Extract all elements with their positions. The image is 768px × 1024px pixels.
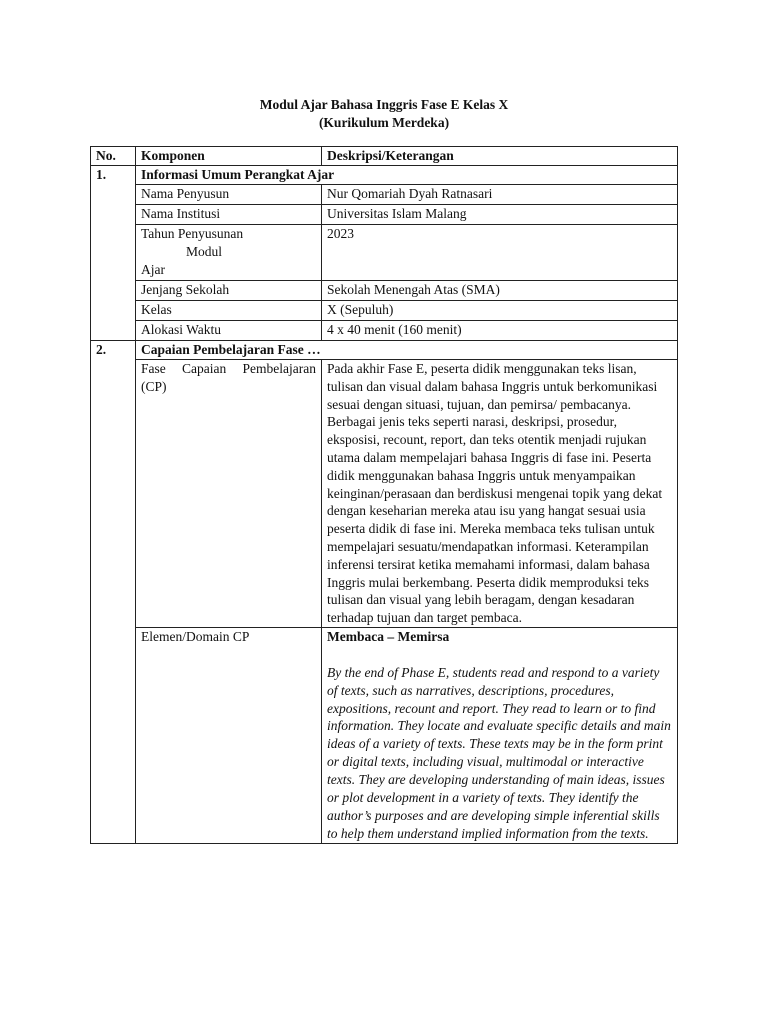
table-row — [91, 281, 678, 301]
header-deskripsi: Deskripsi/Keterangan — [322, 147, 678, 166]
row-value-alokasi-waktu: 4 x 40 menit (160 menit) — [322, 321, 678, 341]
table-row — [91, 205, 678, 225]
section-2-heading-row — [91, 341, 678, 360]
table-row — [91, 321, 678, 341]
row-label-kelas: Kelas — [136, 301, 322, 321]
row-value-tahun-penyusunan: 2023 — [322, 225, 678, 281]
document-subtitle: (Kurikulum Merdeka) — [318, 115, 450, 130]
section-1-heading-row — [91, 166, 678, 185]
domain-description: By the end of Phase E, students read and respond to a variety of texts, such as narratives, descriptions, procedures, expositions, recount and report. They read to learn or to find information. They locate and evaluate specific details and main ideas of a variety of texts. These texts may be in the form print or digital texts, including visual, multimodal or interactive texts. They are developing understanding of main ideas, issues or plot development in a variety of texts. They identify the author’s purposes and are developing simple inferential skills to help them understand implied information from the texts. — [327, 664, 671, 841]
section-2-number: 2. — [91, 341, 136, 844]
row-label-fase-cp: Fase Capaian Pembelajaran (CP) — [136, 360, 322, 628]
row-label-tahun-penyusunan — [136, 225, 322, 281]
section-1-title: Informasi Umum Perangkat Ajar — [136, 166, 678, 185]
table-row — [91, 360, 678, 628]
row-label-tahun-line1: Tahun Penyusunan — [141, 226, 244, 241]
table-row — [91, 185, 678, 205]
table-row — [91, 627, 678, 843]
section-2-title: Capaian Pembelajaran Fase … — [136, 341, 678, 360]
row-value-nama-penyusun: Nur Qomariah Dyah Ratnasari — [322, 185, 678, 205]
table-row — [91, 301, 678, 321]
row-value-jenjang-sekolah: Sekolah Menengah Atas (SMA) — [322, 281, 678, 301]
row-label-jenjang-sekolah: Jenjang Sekolah — [136, 281, 322, 301]
row-label-elemen-domain: Elemen/Domain CP — [136, 627, 322, 843]
header-komponen: Komponen — [136, 147, 322, 166]
header-no: No. — [91, 147, 136, 166]
row-label-nama-institusi: Nama Institusi — [136, 205, 322, 225]
row-label-tahun-line2: Modul — [186, 243, 223, 259]
table-row — [91, 225, 678, 281]
row-value-elemen-domain — [322, 627, 678, 843]
domain-heading: Membaca – Memirsa — [327, 628, 450, 644]
row-label-nama-penyusun: Nama Penyusun — [136, 185, 322, 205]
module-table — [90, 146, 678, 844]
row-value-nama-institusi: Universitas Islam Malang — [322, 205, 678, 225]
row-value-fase-cp: Pada akhir Fase E, peserta didik menggunakan teks lisan, tulisan dan visual dalam bahasa Inggris untuk berkomunikasi sesuai dengan situasi, tujuan, dan pemirsa/ pembacanya. Berbagai jenis teks seperti narasi, deskripsi, prosedur, eksposisi, recount, report, dan teks otentik menjadi rujukan utama dalam mempelajari bahasa Inggris di fase ini. Peserta didik menggunakan bahasa Inggris untuk menyampaikan keinginan/perasaan dan berdiskusi mengenai topik yang dekat dengan keseharian mereka atau isu yang hangat sesuai usia peserta didik di fase ini. Mereka membaca teks tulisan untuk mempelajari sesuatu/mendapatkan informasi. Keterampilan inferensi tersirat ketika memahami informasi, dalam bahasa Inggris mulai berkembang. Peserta didik memproduksi teks tulisan dan visual yang lebih beragam, dengan kesadaran terhadap tujuan dan target pembaca. — [322, 360, 678, 628]
document-title: Modul Ajar Bahasa Inggris Fase E Kelas X — [259, 97, 509, 112]
row-label-alokasi-waktu: Alokasi Waktu — [136, 321, 322, 341]
row-value-kelas: X (Sepuluh) — [322, 301, 678, 321]
table-header-row — [91, 147, 678, 166]
row-label-tahun-line3: Ajar — [141, 261, 165, 277]
section-1-number: 1. — [91, 166, 136, 341]
